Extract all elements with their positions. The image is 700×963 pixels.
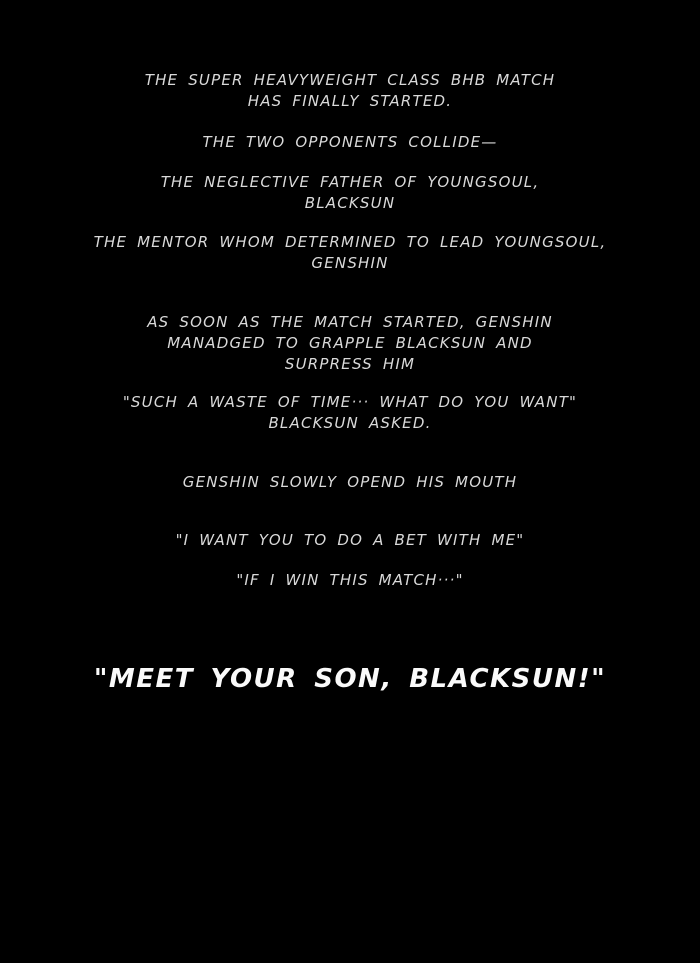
narration-line: THE NEGLECTIVE FATHER OF YOUNGSOUL, (160, 173, 540, 191)
narration-line: "I WANT YOU TO DO A BET WITH ME" (175, 531, 525, 549)
narration-paragraph (0, 70, 700, 112)
narration-paragraph (0, 132, 700, 153)
narration-line: THE MENTOR WHOM DETERMINED TO LEAD YOUNGSOUL, (93, 233, 607, 251)
narration-paragraph (0, 392, 700, 434)
narration-line: "IF I WIN THIS MATCH···" (236, 571, 464, 589)
narration-line: THE SUPER HEAVYWEIGHT CLASS BHB MATCH (144, 71, 556, 89)
narration-line: BLACKSUN (304, 194, 396, 212)
narration-paragraph (0, 472, 700, 493)
narration-paragraph (0, 232, 700, 274)
narration-line: BLACKSUN ASKED. (268, 414, 432, 432)
narration-line: MANADGED TO GRAPPLE BLACKSUN AND (167, 334, 533, 352)
narration-line: GENSHIN (311, 254, 389, 272)
narration-line: AS SOON AS THE MATCH STARTED, GENSHIN (147, 313, 553, 331)
narration-paragraph (0, 312, 700, 375)
narration-line: THE TWO OPPONENTS COLLIDE— (202, 133, 498, 151)
headline: "MEET YOUR SON, BLACKSUN!" (93, 664, 607, 694)
narration-paragraph (0, 530, 700, 551)
narration-paragraph (0, 172, 700, 214)
narration-paragraph (0, 570, 700, 591)
narration-line: SURPRESS HIM (284, 355, 416, 373)
narration-line: HAS FINALLY STARTED. (247, 92, 453, 110)
narration-line: GENSHIN SLOWLY OPEND HIS MOUTH (182, 473, 518, 491)
narration-line: "SUCH A WASTE OF TIME··· WHAT DO YOU WANT" (122, 393, 578, 411)
